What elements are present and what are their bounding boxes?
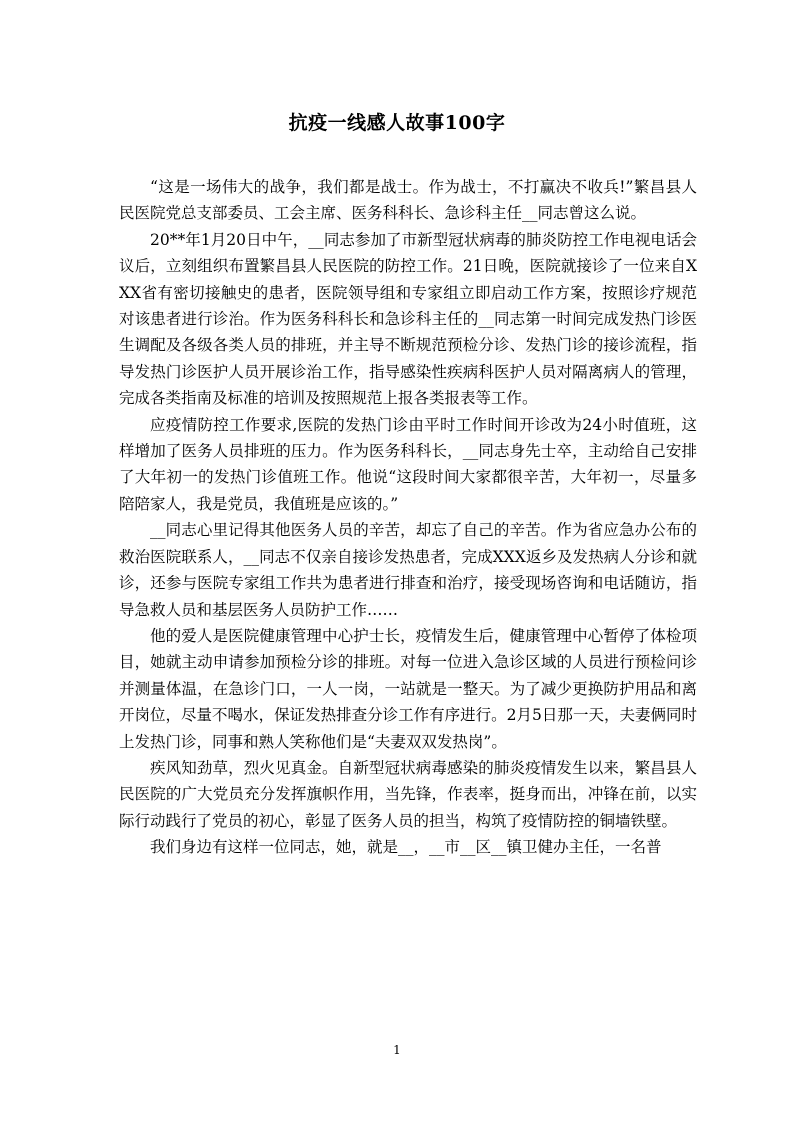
document-title: 抗疫一线感人故事100字 [288,112,506,134]
page-number: 1 [393,1043,401,1057]
paragraph-2: 20**年1月20日中午，__同志参加了市新型冠状病毒的肺炎防控工作电视电话会议后，立刻组织布置繁昌县人民医院的防控工作。21日晚，医院就接诊了一位来自XXX省有密切接触史的患者，医院领导组和专家组立即启动工作方案，按照诊疗规范对该患者进行诊治。作为医务科科长和急诊科主任的__同志第一时间完成发热门诊医生调配及各级各类人员的排班，并主导不断规范预检分诊、发热门诊的接诊流程，指导发热门诊医护人员开展诊治工作，指导感染性疾病科医护人员对隔离病人的管理，完成各类指南及标准的培训及按照规范上报各类报表等工作。 [119,230,697,408]
paragraph-7: 我们身边有这样一位同志，她，就是__，__市__区__镇卫健办主任，一名普 [150,838,662,857]
paragraph-3: 应疫情防控工作要求,医院的发热门诊由平时工作时间开诊改为24小时值班，这样增加了医务人员排班的压力。作为医务科科长，__同志身先士卒，主动给自己安排了大年初一的发热门诊值班工作。他说“这段时间大家都很辛苦，大年初一，尽量多陪陪家人，我是党员，我值班是应该的。” [119,415,697,513]
paragraph-4: __同志心里记得其他医务人员的辛苦，却忘了自己的辛苦。作为省应急办公布的救治医院联系人，__同志不仅亲自接诊发热患者，完成XXX返乡及发热病人分诊和就诊，还参与医院专家组工作共为患者进行排查和治疗，接受现场咨询和电话随访，指导急救人员和基层医务人员防护工作…… [119,521,697,619]
paragraph-5: 他的爱人是医院健康管理中心护士长，疫情发生后，健康管理中心暂停了体检项目，她就主动申请参加预检分诊的排班。对每一位进入急诊区域的人员进行预检问诊并测量体温，在急诊门口，一人一岗，一站就是一整天。为了减少更换防护用品和离开岗位，尽量不喝水，保证发热排查分诊工作有序进行。2月5日那一天，夫妻俩同时上发热门诊，同事和熟人笑称他们是“夫妻双双发热岗”。 [119,626,697,751]
paragraph-1: “这是一场伟大的战争，我们都是战士。作为战士，不打赢决不收兵!”繁昌县人民医院党总支部委员、工会主席、医务科科长、急诊科主任__同志曾这么说。 [119,178,697,223]
document-body [119,174,697,861]
paragraph-6: 疾风知劲草，烈火见真金。自新型冠状病毒感染的肺炎疫情发生以来，繁昌县人民医院的广大党员充分发挥旗帜作用，当先锋，作表率，挺身而出，冲锋在前，以实际行动践行了党员的初心，彰显了医务人员的担当，构筑了疫情防控的铜墙铁壁。 [119,758,697,830]
